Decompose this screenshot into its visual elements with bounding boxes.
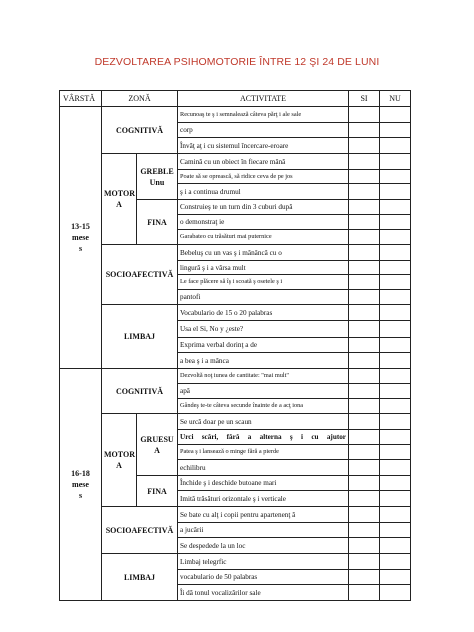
activity-cell: Exprima verbal dorinţ a de xyxy=(178,338,349,353)
si-checkbox-cell[interactable] xyxy=(349,554,380,570)
si-checkbox-cell[interactable] xyxy=(349,353,380,369)
si-checkbox-cell[interactable] xyxy=(349,399,380,414)
si-checkbox-cell[interactable] xyxy=(349,275,380,290)
si-checkbox-cell[interactable] xyxy=(349,170,380,184)
nu-checkbox-cell[interactable] xyxy=(380,445,411,460)
age-cell-16-18: 16-18 mese s xyxy=(60,369,102,601)
subzone-greble: GREBLE Unu xyxy=(137,154,178,200)
activity-cell: a bea ş i a mânca xyxy=(178,353,349,369)
zone-socioafectiva: SOCIOAFECTIVĂ xyxy=(102,507,178,554)
nu-checkbox-cell[interactable] xyxy=(380,245,411,261)
activity-cell: Învăţ aţ i cu sistemul încercare-eroare xyxy=(178,138,349,154)
si-checkbox-cell[interactable] xyxy=(349,538,380,554)
nu-checkbox-cell[interactable] xyxy=(380,523,411,538)
age-cell-13-15: 13-15 mese s xyxy=(60,107,102,369)
subzone-fina: FINA xyxy=(137,200,178,245)
si-checkbox-cell[interactable] xyxy=(349,138,380,154)
table-header-row xyxy=(60,91,411,107)
nu-checkbox-cell[interactable] xyxy=(380,290,411,305)
si-checkbox-cell[interactable] xyxy=(349,261,380,275)
activity-cell: Îi dă tonul vocalizărilor sale xyxy=(178,585,349,601)
activity-cell: Urci scări, fără a alterna ş i cu ajutor xyxy=(178,430,349,445)
nu-checkbox-cell[interactable] xyxy=(380,399,411,414)
table-row xyxy=(60,107,411,123)
activity-cell: vocabulario de 50 palabras xyxy=(178,570,349,585)
nu-checkbox-cell[interactable] xyxy=(380,338,411,353)
nu-checkbox-cell[interactable] xyxy=(380,230,411,245)
si-checkbox-cell[interactable] xyxy=(349,230,380,245)
table-row xyxy=(60,554,411,570)
activity-cell: Garabateo cu trăsături mai puternice xyxy=(178,230,349,245)
nu-checkbox-cell[interactable] xyxy=(380,538,411,554)
document-title: DEZVOLTAREA PSIHOMOTORIE ÎNTRE 12 ŞI 24 DE LUNI xyxy=(94,56,380,68)
nu-checkbox-cell[interactable] xyxy=(380,554,411,570)
si-checkbox-cell[interactable] xyxy=(349,430,380,445)
si-checkbox-cell[interactable] xyxy=(349,445,380,460)
si-checkbox-cell[interactable] xyxy=(349,200,380,215)
zone-cognitiva: COGNITIVĂ xyxy=(102,369,178,414)
si-checkbox-cell[interactable] xyxy=(349,369,380,384)
nu-checkbox-cell[interactable] xyxy=(380,200,411,215)
nu-checkbox-cell[interactable] xyxy=(380,138,411,154)
si-checkbox-cell[interactable] xyxy=(349,507,380,523)
activity-cell: Usa el Si, No y ¿este? xyxy=(178,321,349,338)
nu-checkbox-cell[interactable] xyxy=(380,369,411,384)
activity-cell: Imită trăsături orizontale ş i verticale xyxy=(178,491,349,507)
table-row xyxy=(60,245,411,261)
si-checkbox-cell[interactable] xyxy=(349,154,380,170)
zone-socioafectiva: SOCIOAFECTIVĂ xyxy=(102,245,178,305)
activity-cell: Limbaj telegrfic xyxy=(178,554,349,570)
si-checkbox-cell[interactable] xyxy=(349,460,380,476)
nu-checkbox-cell[interactable] xyxy=(380,107,411,123)
nu-checkbox-cell[interactable] xyxy=(380,305,411,321)
nu-checkbox-cell[interactable] xyxy=(380,414,411,430)
subzone-fina: FINA xyxy=(137,476,178,507)
nu-checkbox-cell[interactable] xyxy=(380,460,411,476)
activity-cell: Bebeluş cu un vas ş i mănâncă cu o xyxy=(178,245,349,261)
si-checkbox-cell[interactable] xyxy=(349,215,380,230)
si-checkbox-cell[interactable] xyxy=(349,523,380,538)
si-checkbox-cell[interactable] xyxy=(349,570,380,585)
header-age: VÂRSTĂ xyxy=(60,91,102,107)
activity-cell: ş i a continua drumul xyxy=(178,184,349,200)
si-checkbox-cell[interactable] xyxy=(349,321,380,338)
table-row xyxy=(60,154,411,170)
activity-cell: echilibru xyxy=(178,460,349,476)
nu-checkbox-cell[interactable] xyxy=(380,170,411,184)
activity-cell: Construieş te un turn din 3 cuburi după xyxy=(178,200,349,215)
activity-cell: Închide ş i deschide butoane mari xyxy=(178,476,349,491)
activity-cell: Gândeş te-te câteva secunde înainte de a acţ iona xyxy=(178,399,349,414)
si-checkbox-cell[interactable] xyxy=(349,491,380,507)
activity-cell: Se urcă doar pe un scaun xyxy=(178,414,349,430)
si-checkbox-cell[interactable] xyxy=(349,384,380,399)
nu-checkbox-cell[interactable] xyxy=(380,476,411,491)
nu-checkbox-cell[interactable] xyxy=(380,384,411,399)
zone-motora: MOTOR A xyxy=(102,154,137,245)
table-row xyxy=(60,369,411,384)
activity-cell: apă xyxy=(178,384,349,399)
si-checkbox-cell[interactable] xyxy=(349,305,380,321)
activity-cell: Dezvoltă noţ iunea de cantitate: "mai mult" xyxy=(178,369,349,384)
nu-checkbox-cell[interactable] xyxy=(380,123,411,138)
si-checkbox-cell[interactable] xyxy=(349,123,380,138)
table-row xyxy=(60,414,411,430)
nu-checkbox-cell[interactable] xyxy=(380,353,411,369)
activity-cell: Se bate cu alţ i copii pentru apartenenţ ă xyxy=(178,507,349,523)
activity-cell: Poate să se oprească, să ridice ceva de pe jos xyxy=(178,170,349,184)
activity-cell: Recunoaş te ş i semnalează câteva părţ i ale sale xyxy=(178,107,349,123)
zone-limbaj: LIMBAJ xyxy=(102,554,178,601)
si-checkbox-cell[interactable] xyxy=(349,338,380,353)
subzone-gruesa: GRUESU A xyxy=(137,414,178,476)
nu-checkbox-cell[interactable] xyxy=(380,570,411,585)
nu-checkbox-cell[interactable] xyxy=(380,215,411,230)
si-checkbox-cell[interactable] xyxy=(349,107,380,123)
header-zone: ZONĂ xyxy=(102,91,178,107)
nu-checkbox-cell[interactable] xyxy=(380,430,411,445)
nu-checkbox-cell[interactable] xyxy=(380,321,411,338)
activity-cell: Se despedede la un loc xyxy=(178,538,349,554)
zone-motora: MOTOR A xyxy=(102,414,137,507)
zone-cognitiva: COGNITIVĂ xyxy=(102,107,178,154)
header-activity: ACTIVITATE xyxy=(178,91,349,107)
si-checkbox-cell[interactable] xyxy=(349,585,380,601)
si-checkbox-cell[interactable] xyxy=(349,245,380,261)
table-row xyxy=(60,305,411,321)
activity-cell: lingură ş i a vărsa mult xyxy=(178,261,349,275)
si-checkbox-cell[interactable] xyxy=(349,414,380,430)
si-checkbox-cell[interactable] xyxy=(349,184,380,200)
activity-cell: o demonstraţ ie xyxy=(178,215,349,230)
si-checkbox-cell[interactable] xyxy=(349,290,380,305)
activity-cell: corp xyxy=(178,123,349,138)
nu-checkbox-cell[interactable] xyxy=(380,154,411,170)
nu-checkbox-cell[interactable] xyxy=(380,491,411,507)
activity-cell: Vocabulario de 15 o 20 palabras xyxy=(178,305,349,321)
nu-checkbox-cell[interactable] xyxy=(380,275,411,290)
nu-checkbox-cell[interactable] xyxy=(380,585,411,601)
activity-cell: Le face plăcere să îş i scoată ş osetele ş i xyxy=(178,275,349,290)
nu-checkbox-cell[interactable] xyxy=(380,261,411,275)
activity-cell: a jucării xyxy=(178,523,349,538)
zone-limbaj: LIMBAJ xyxy=(102,305,178,369)
si-checkbox-cell[interactable] xyxy=(349,476,380,491)
header-nu: NU xyxy=(380,91,411,107)
activity-cell: Camină cu un obiect în fiecare mână xyxy=(178,154,349,170)
activity-cell: pantofi xyxy=(178,290,349,305)
activity-cell: Patea ş i lansează o minge fără a pierde xyxy=(178,445,349,460)
nu-checkbox-cell[interactable] xyxy=(380,184,411,200)
development-table xyxy=(59,90,411,601)
nu-checkbox-cell[interactable] xyxy=(380,507,411,523)
table-row xyxy=(60,507,411,523)
header-si: SI xyxy=(349,91,380,107)
